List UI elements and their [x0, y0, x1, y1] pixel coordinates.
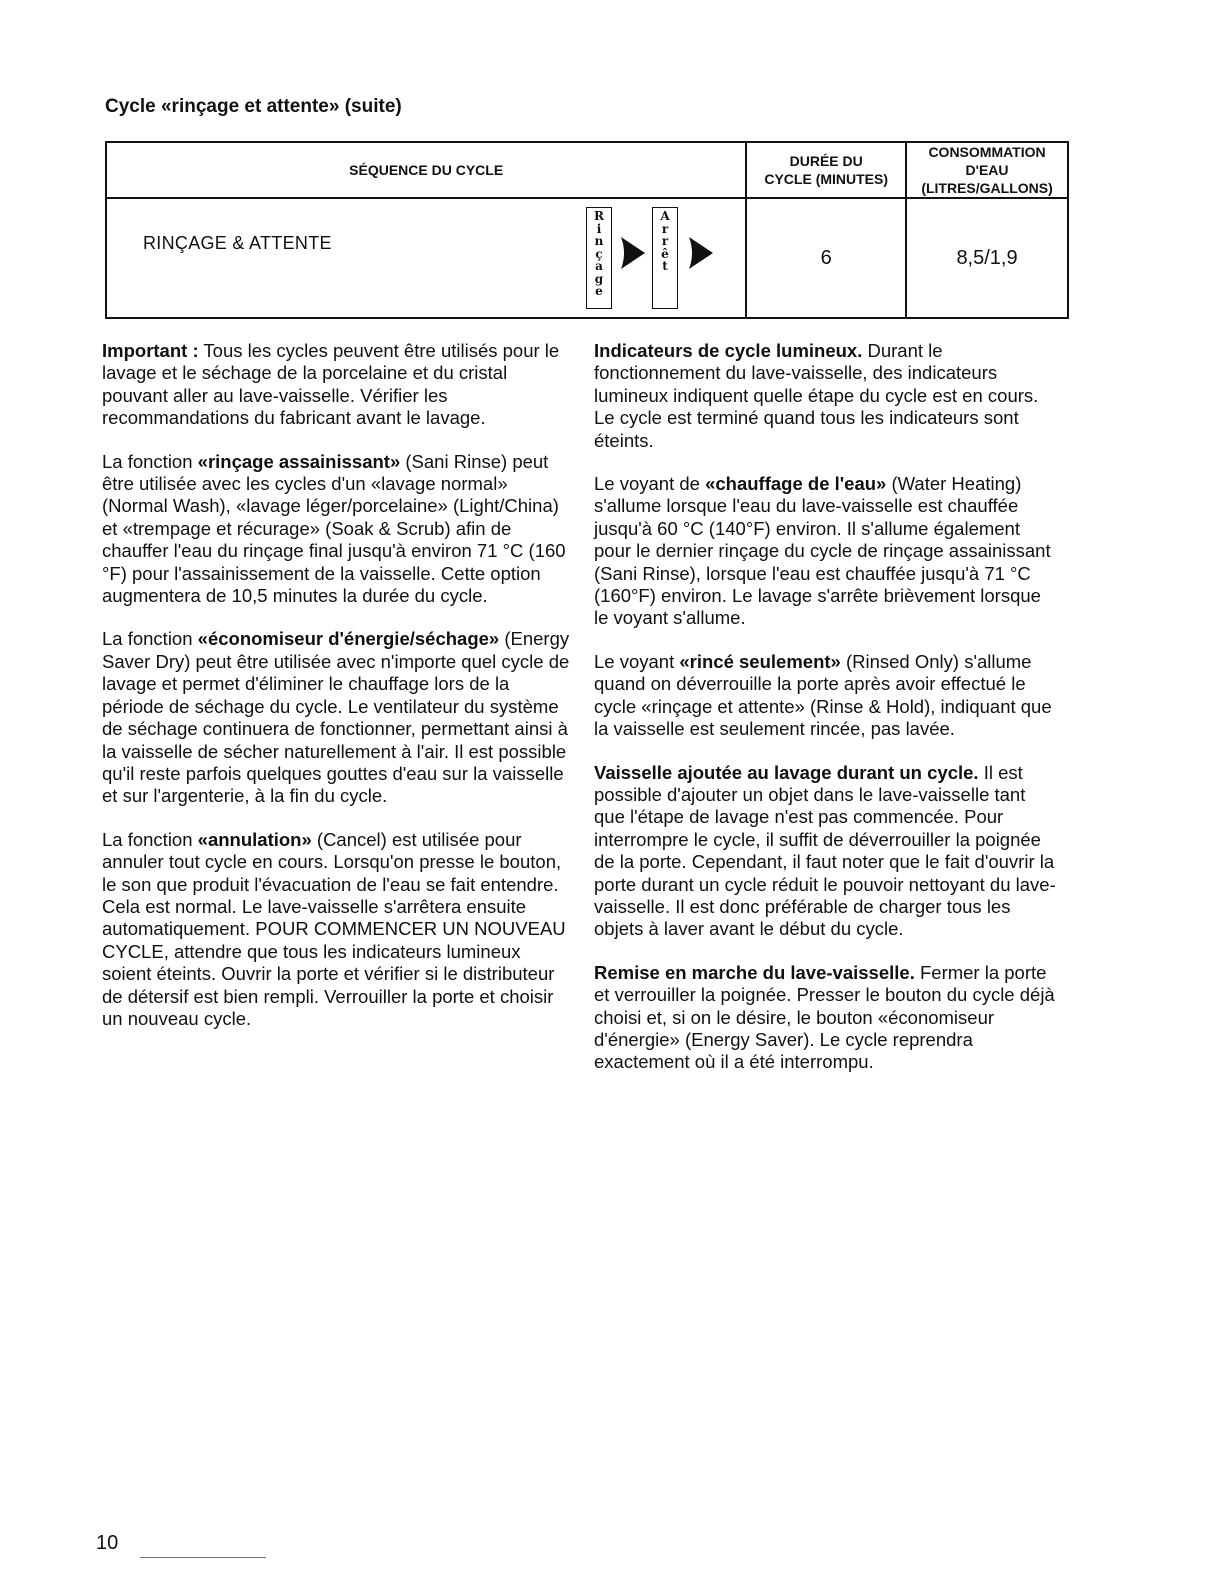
- paragraph-lead: Indicateurs de cycle lumineux.: [594, 340, 863, 361]
- sequence-cell: [106, 198, 746, 318]
- paragraph-text: (Rinsed Only) s'allume quand on déverrouille la porte après avoir effectué le cycle «rinçage et attente» (Rinse & Hold), indiquant que la vaisselle est seulement rincée, pas lavée.: [594, 650, 1052, 740]
- page-number: 10: [96, 1532, 119, 1554]
- header-water: [906, 142, 1068, 198]
- step-stop-box: [652, 207, 678, 309]
- sequence-label: RINÇAGE & ATTENTE: [143, 233, 332, 253]
- step-letter: r: [661, 221, 669, 236]
- paragraph-keyword: «rinçage assainissant»: [197, 450, 401, 472]
- step-letter: a: [595, 259, 603, 273]
- step-letter: ê: [661, 246, 669, 261]
- paragraph-text: La fonction: [102, 828, 198, 850]
- paragraph-text: La fonction: [102, 450, 198, 472]
- cycle-table: [105, 141, 1069, 319]
- paragraph-lead: Vaisselle ajoutée au lavage durant un cycle.: [594, 761, 979, 783]
- paragraph-cancel: [102, 829, 572, 1031]
- water-value: 8,5/1,9: [906, 198, 1068, 318]
- step-letter: ç: [595, 246, 603, 261]
- paragraph-text: Tous les cycles peuvent être utilisés pour le lavage et le séchage de la porcelaine et du cristal pouvant aller au lave-vaisselle. Vérifier les recommandations du fabricant avant le lavage.: [102, 340, 560, 429]
- step-letter: A: [660, 209, 670, 223]
- paragraph-important: [102, 340, 572, 430]
- paragraph-keyword: «chauffage de l'eau»: [705, 473, 887, 495]
- paragraph-text: Le voyant de: [594, 473, 706, 495]
- step-letter: r: [661, 234, 669, 248]
- step-letter: t: [662, 259, 668, 273]
- paragraph-keyword: «rincé seulement»: [679, 650, 841, 672]
- paragraph-text: (Water Heating) s'allume lorsque l'eau du lave-vaisselle est chauffée jusqu'à 60 °C (140°F) environ. Il s'allume également pour le dernier rinçage du cycle de rinçage assainissant (Sani Rinse), lorsque l'eau est chauffée jusqu'à 71 °C (160°F) environ. Le lavage s'arrête brièvement lorsque le voyant s'allume.: [594, 473, 1051, 629]
- paragraph-text: (Cancel) est utilisée pour annuler tout cycle en cours. Lorsqu'on presse le bouton, le son que produit l'évacuation de l'eau se fait entendre. Cela est normal. Le lave-vaisselle s'arrêtera ensuite automatiquement. POUR COMMENCER UN NOUVEAU CYCLE, attendre que tous les indicateurs lumineux soient éteints. Ouvrir la porte et vérifier si le distributeur de détersif est bien rempli. Verrouiller la porte et choisir un nouveau cycle.: [102, 828, 566, 1029]
- paragraph-text: Il est possible d'ajouter un objet dans le lave-vaisselle tant que l'étape de lavage n'est pas commencée. Pour interrompre le cycle, il suffit de déverrouiller la poignée de la porte. Cependant, il faut noter que le fait d'ouvrir la porte durant un cycle réduit le pouvoir nettoyant du lave-vaisselle. Il est donc préférable de charger tous les objets à laver avant le début du cycle.: [594, 761, 1056, 940]
- paragraph-text: La fonction: [102, 628, 198, 650]
- paragraph-lead: Important :: [102, 340, 199, 361]
- left-column: [102, 340, 572, 1051]
- header-water-line1: CONSOMMATION: [928, 144, 1046, 160]
- header-duration: [746, 142, 906, 198]
- paragraph-text: (Sani Rinse) peut être utilisée avec les cycles d'un «lavage normal» (Normal Wash), «lavage léger/porcelaine» (Light/China) et «trempage et récurage» (Soak & Scrub) afin de chauffer l'eau du rinçage final jusqu'à environ 71 °C (160 °F) pour l'assainissement de la vaisselle. Cette option augmentera de 10,5 minutes la durée du cycle.: [102, 450, 566, 607]
- header-duration-line2: CYCLE (MINUTES): [764, 171, 889, 187]
- paragraph-energy-saver: [102, 628, 572, 807]
- step-letter: n: [594, 234, 604, 248]
- paragraph-text: Durant le fonctionnement du lave-vaisselle, des indicateurs lumineux indiquent quelle étape du cycle est en cours. Le cycle est terminé quand tous les indicateurs sont éteints.: [594, 340, 1039, 451]
- paragraph-water-heating: [594, 473, 1059, 630]
- paragraph-text: Le voyant: [594, 650, 680, 672]
- paragraph-indicators: [594, 340, 1059, 452]
- header-sequence: SÉQUENCE DU CYCLE: [106, 142, 746, 198]
- paragraph-rinsed-only: [594, 651, 1059, 741]
- paragraph-restart: [594, 962, 1059, 1074]
- paragraph-sani-rinse: [102, 451, 572, 608]
- header-duration-line1: DURÉE DU: [789, 153, 863, 169]
- paragraph-keyword: «économiseur d'énergie/séchage»: [197, 628, 500, 650]
- step-letter: e: [595, 284, 603, 298]
- step-letter: i: [596, 221, 602, 236]
- paragraph-add-dish: [594, 762, 1059, 941]
- duration-value: 6: [746, 198, 906, 318]
- right-column: [594, 340, 1059, 1095]
- arrow-right-icon: [686, 231, 716, 275]
- page-heading: Cycle «rinçage et attente» (suite): [105, 96, 402, 117]
- step-letter: R: [594, 209, 604, 223]
- step-rinse-box: [586, 207, 612, 309]
- footer-rule: [140, 1557, 266, 1558]
- paragraph-lead: Remise en marche du lave-vaisselle.: [594, 961, 915, 983]
- step-letter: g: [594, 271, 604, 286]
- paragraph-text: (Energy Saver Dry) peut être utilisée avec n'importe quel cycle de lavage et permet d'éliminer le chauffage lors de la période de séchage du cycle. Le ventilateur du système de séchage continuera de fonctionner, permettant ainsi à la vaisselle de sécher naturellement à l'air. Il est possible qu'il reste parfois quelques gouttes d'eau sur la vaisselle et sur l'argenterie, à la fin du cycle.: [102, 628, 570, 807]
- table-row: [106, 198, 1068, 318]
- header-water-line2: D'EAU (LITRES/GALLONS): [921, 162, 1053, 196]
- paragraph-keyword: «annulation»: [197, 828, 312, 850]
- paragraph-text: Fermer la porte et verrouiller la poignée. Presser le bouton du cycle déjà choisi et, si on le désire, le bouton «économiseur d'énergie» (Energy Saver). Le cycle reprendra exactement où il a été interrompu.: [594, 961, 1055, 1073]
- arrow-right-icon: [618, 231, 648, 275]
- table-header-row: [106, 142, 1068, 198]
